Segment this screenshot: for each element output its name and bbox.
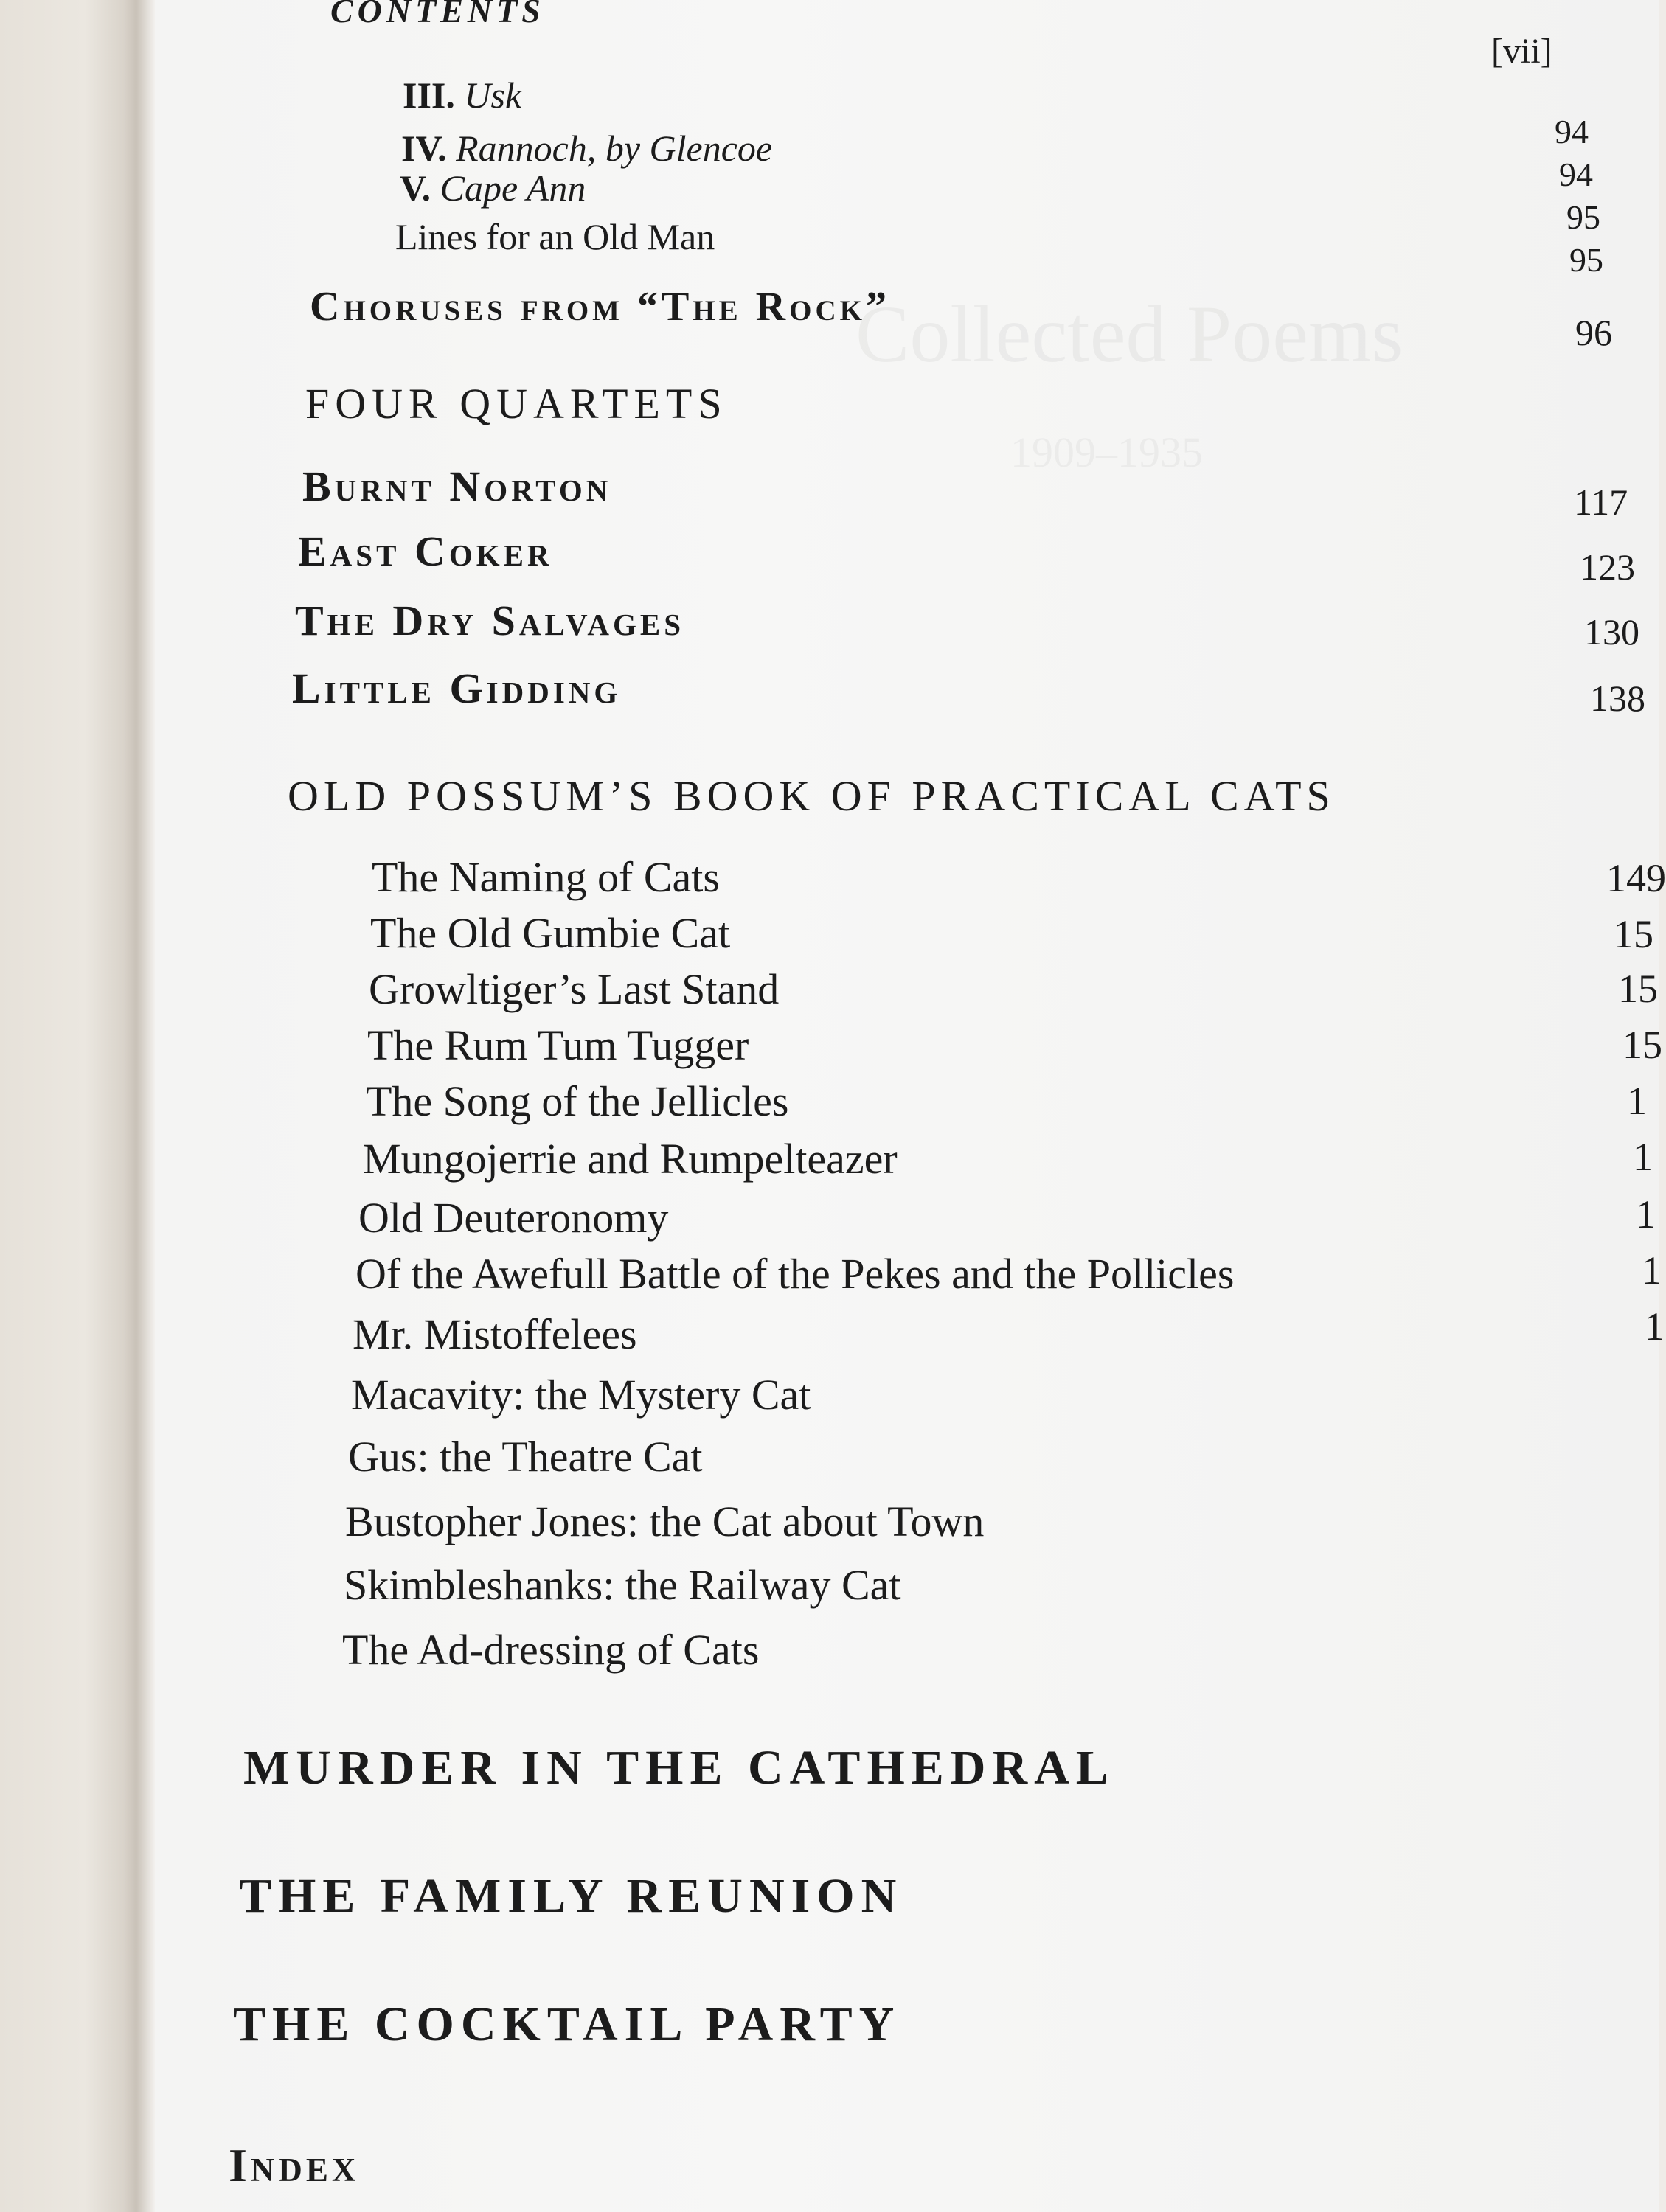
cat-poem-page: 15 bbox=[1618, 967, 1658, 1011]
subitem-page: 94 bbox=[1555, 113, 1589, 150]
cat-poem-page: 1 bbox=[1642, 1248, 1662, 1293]
cat-poem-page: 15 bbox=[1614, 912, 1653, 956]
cat-poem-page: 1 bbox=[1627, 1079, 1647, 1123]
cat-poem-title: The Ad-dressing of Cats bbox=[342, 1626, 760, 1674]
cat-poem-title: Gus: the Theatre Cat bbox=[348, 1433, 703, 1481]
play-title: MURDER IN THE CATHEDRAL bbox=[243, 1741, 1115, 1795]
cat-poem-title: Of the Awefull Battle of the Pekes and the Pollicles bbox=[355, 1250, 1235, 1298]
quartet-title: Little Gidding bbox=[292, 664, 622, 712]
cat-poem-page: 1 bbox=[1645, 1304, 1665, 1349]
cat-poem-title: Growltiger’s Last Stand bbox=[369, 965, 780, 1013]
bleed-through-title bbox=[855, 288, 1403, 381]
cat-poem-title: Macavity: the Mystery Cat bbox=[351, 1371, 811, 1419]
quartet-title: The Dry Salvages bbox=[295, 597, 685, 644]
quartet-page: 130 bbox=[1584, 611, 1639, 653]
page-number: [vii] bbox=[1491, 32, 1552, 71]
cats-heading: OLD POSSUM’S BOOK OF PRACTICAL CATS bbox=[288, 772, 1336, 820]
quartet-title: East Coker bbox=[298, 527, 553, 575]
play-title: THE COCKTAIL PARTY bbox=[233, 1997, 901, 2051]
cat-poem-title: The Rum Tum Tugger bbox=[367, 1021, 749, 1069]
subitem: III. Usk bbox=[403, 74, 522, 116]
cat-poem-title: The Naming of Cats bbox=[372, 853, 720, 901]
bleed-through-years bbox=[1010, 428, 1203, 477]
subitem-page: 95 bbox=[1566, 198, 1600, 236]
cat-poem-title: Bustopher Jones: the Cat about Town bbox=[345, 1498, 985, 1545]
subitem: IV. Rannoch, by Glencoe bbox=[401, 128, 773, 169]
cat-poem-page: 15 bbox=[1622, 1023, 1662, 1067]
cat-poem-title: Mr. Mistoffelees bbox=[353, 1310, 637, 1358]
quartet-title: Burnt Norton bbox=[302, 462, 612, 510]
cat-poem-page: 1 bbox=[1636, 1192, 1656, 1237]
quartet-page: 117 bbox=[1574, 481, 1628, 523]
index-heading: Index bbox=[229, 2139, 360, 2191]
cat-poem-page: 1 bbox=[1633, 1135, 1653, 1179]
four-quartets-heading: FOUR QUARTETS bbox=[305, 380, 728, 428]
subitem-page: 95 bbox=[1569, 241, 1603, 279]
quartet-page: 123 bbox=[1580, 546, 1635, 588]
subitem: Lines for an Old Man bbox=[395, 216, 715, 257]
choruses-page: 96 bbox=[1575, 312, 1612, 353]
subitem-page: 94 bbox=[1559, 156, 1593, 193]
contents-heading: CONTENTS bbox=[330, 0, 545, 29]
choruses-title: Choruses from “The Rock” bbox=[310, 284, 890, 330]
cat-poem-title: The Song of the Jellicles bbox=[366, 1077, 789, 1125]
cat-poem-title: The Old Gumbie Cat bbox=[370, 909, 731, 957]
cat-poem-page: 149 bbox=[1606, 856, 1666, 900]
subitem: V. Cape Ann bbox=[400, 167, 586, 209]
cat-poem-title: Skimbleshanks: the Railway Cat bbox=[344, 1561, 901, 1609]
cat-poem-title: Mungojerrie and Rumpelteazer bbox=[363, 1135, 898, 1183]
quartet-page: 138 bbox=[1590, 678, 1645, 719]
book-binding bbox=[0, 0, 155, 2212]
cat-poem-title: Old Deuteronomy bbox=[358, 1194, 669, 1242]
play-title: THE FAMILY REUNION bbox=[239, 1869, 903, 1923]
